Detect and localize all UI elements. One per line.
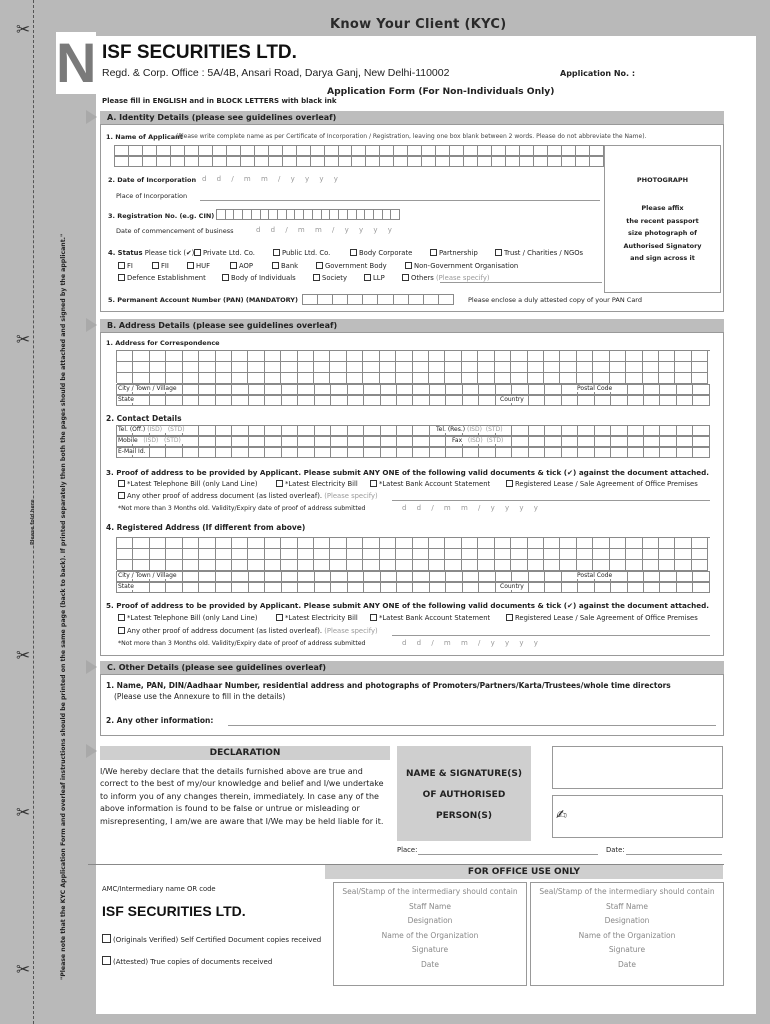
stamp-line: Name of the Organization [578, 930, 676, 940]
proof-label: 3. Proof of address to be provided by Applicant. Please submit ANY ONE of the following valid documents & tick (✔) against the document attached. [106, 468, 709, 477]
city-boxes[interactable] [116, 384, 710, 395]
status-trust[interactable]: Trust / Charities / NGOs [495, 249, 583, 257]
proof5-electricity[interactable]: *Latest Electricity Bill [276, 614, 358, 622]
section-arrow-icon [86, 660, 97, 674]
scissors-icon: ✂ [16, 20, 31, 40]
reg-state-boxes[interactable] [116, 582, 710, 593]
name-boxes-row1[interactable] [114, 145, 604, 156]
photo-line: size photograph of [628, 229, 697, 237]
commencement-label: Date of commencement of business [116, 227, 234, 235]
proof5-telephone[interactable]: *Latest Telephone Bill (only Land Line) [118, 614, 257, 622]
attested-copies[interactable]: (Attested) True copies of documents received [102, 956, 272, 966]
stamp-box-1 [333, 882, 527, 986]
tel-res-label: Tel. (Res.) (ISD) (STD) [436, 426, 503, 433]
pan-boxes[interactable] [302, 294, 454, 305]
proof5-other-field[interactable] [392, 635, 710, 636]
status-body-corporate[interactable]: Body Corporate [350, 249, 412, 257]
stamp-line: Designation [604, 916, 650, 925]
stamp-line: Seal/Stamp of the intermediary should contain [539, 887, 715, 896]
proof-lease[interactable]: Registered Lease / Sale Agreement of Office Premises [506, 480, 698, 488]
photo-title: PHOTOGRAPH [636, 176, 689, 184]
photo-line: the recent passport [626, 216, 699, 225]
office-company: ISF SECURITIES LTD. [102, 903, 246, 919]
pen-icon: ✍ [556, 808, 567, 823]
validity5-date-field[interactable]: d d / m m / y y y y [402, 639, 542, 647]
other-info-field[interactable] [228, 725, 716, 726]
mobile-label: Mobile (ISD) (STD) [118, 437, 181, 444]
contact-label: 2. Contact Details [106, 414, 182, 423]
commencement-date-field[interactable]: d d / m m / y y y y [256, 226, 396, 234]
email-row[interactable] [116, 447, 710, 458]
signature-label-box [397, 746, 531, 841]
status-fii[interactable]: FII [152, 262, 169, 270]
stamp-line: Signature [608, 945, 646, 954]
place-sign-field[interactable] [418, 854, 598, 855]
company-name: ISF SECURITIES LTD. [102, 42, 297, 63]
proof-other[interactable]: Any other proof of address document (as listed overleaf). (Please specify) [118, 492, 378, 500]
status-boi[interactable]: Body of Individuals [222, 274, 296, 282]
section-arrow-icon [86, 110, 97, 124]
place-sign-label: Place: [397, 846, 418, 854]
proof-telephone[interactable]: *Latest Telephone Bill (only Land Line) [118, 480, 257, 488]
status-ngo[interactable]: Non-Government Organisation [405, 262, 518, 270]
side-note: "Please note that the KYC Application Form and overleaf instructions should be printed on the same page (back to back). If printed separately then both the pages should be attached and signed by the applicant." [60, 233, 67, 980]
postal-label: Postal Code [577, 385, 613, 392]
form-title: Application Form (For Non-Individuals Only) [327, 86, 555, 97]
validity-date-field[interactable]: d d / m m / y y y y [402, 504, 542, 512]
stamp-line: Date [618, 959, 636, 969]
pan-label: 5. Permanent Account Number (PAN) (MANDATORY) [108, 296, 298, 304]
email-label: E-Mail Id. [118, 448, 146, 455]
signature-label-line: NAME & SIGNATURE(S) [406, 769, 522, 779]
mobile-row[interactable] [116, 436, 710, 447]
stamp-line: Staff Name [409, 901, 451, 911]
photo-line: Please affix [641, 204, 684, 212]
section-arrow-icon [86, 744, 97, 758]
reg-country-label: Country [500, 583, 524, 590]
proof-other-field[interactable] [392, 500, 710, 501]
section-arrow-icon [86, 318, 97, 332]
status-partnership[interactable]: Partnership [430, 249, 478, 257]
corr-address-label: 1. Address for Correspondence [106, 339, 220, 347]
declaration-title: DECLARATION [100, 746, 390, 760]
fold-note: Please fold here [30, 499, 36, 545]
stamp-line: Name of the Organization [381, 930, 479, 940]
stamp-line: Seal/Stamp of the intermediary should contain [342, 887, 518, 896]
stamp-line: Staff Name [606, 901, 648, 911]
stamp-line: Date [421, 959, 439, 969]
state-boxes[interactable] [116, 395, 710, 406]
section-c-title: C. Other Details (please see guidelines overleaf) [100, 661, 724, 674]
proof5-bank[interactable]: *Latest Bank Account Statement [370, 614, 490, 622]
name-boxes-row2[interactable] [114, 156, 604, 167]
stamp-box-2 [530, 882, 724, 986]
photograph-box [604, 145, 721, 293]
status-public[interactable]: Public Ltd. Co. [273, 249, 330, 257]
status-fi[interactable]: FI [118, 262, 133, 270]
status-llp[interactable]: LLP [364, 274, 385, 282]
amc-label: AMC/Intermediary name OR code [102, 885, 216, 893]
status-others[interactable]: Others (Please specify) [402, 274, 490, 282]
signature-label-line: PERSON(S) [435, 811, 493, 821]
signature-box-2[interactable] [552, 795, 723, 838]
photo-line: Authorised Signatory [623, 241, 702, 250]
scissors-icon: ✂ [16, 803, 31, 823]
status-govt-body[interactable]: Government Body [316, 262, 387, 270]
reg-postal-label: Postal Code [577, 572, 613, 579]
proof-electricity[interactable]: *Latest Electricity Bill [276, 480, 358, 488]
application-no-label: Application No. : [560, 69, 636, 78]
form-letter: N [56, 31, 97, 94]
doi-date-field[interactable]: d d / m m / y y y y [202, 175, 342, 183]
proof-bank[interactable]: *Latest Bank Account Statement [370, 480, 490, 488]
country-label: Country [500, 396, 524, 403]
reg-city-boxes[interactable] [116, 571, 710, 582]
city-label: City / Town / Village [118, 385, 177, 392]
reg-address-label: 4. Registered Address (If different from above) [106, 523, 306, 532]
tel-off-label: Tel. (Off.) (ISD) (STD) [118, 426, 185, 433]
scissors-icon: ✂ [16, 330, 31, 350]
declaration-text: I/We hereby declare that the details furnished above are true and correct to the best of my/our knowledge and belief and I/we undertake to inform you of any changes therein, immediately. In case any of the above information is found to be false or untrue or misleading or misrepresenting, I am/we are aware that I/We may be held liable for it. [100, 767, 384, 826]
doi-label: 2. Date of Incorporation [108, 176, 197, 184]
tel-row[interactable] [116, 425, 710, 436]
photo-line: and sign across it [630, 254, 695, 262]
annexure-note: (Please use the Annexure to fill in the details) [114, 692, 286, 701]
proof5-label: 5. Proof of address to be provided by Applicant. Please submit ANY ONE of the following valid documents & tick (✔) against the document attached. [106, 601, 709, 610]
status-tick-note: Please tick (✔) [144, 249, 195, 257]
validity5-note: *Not more than 3 Months old. Validity/Expiry date of proof of address submitted [118, 640, 366, 647]
proof5-lease[interactable]: Registered Lease / Sale Agreement of Office Premises [506, 614, 698, 622]
status-aop[interactable]: AOP [230, 262, 253, 270]
scissors-icon: ✂ [16, 646, 31, 666]
date-sign-label: Date: [606, 846, 625, 854]
office-use-title: FOR OFFICE USE ONLY [325, 865, 723, 879]
state-label: State [118, 396, 134, 403]
proof5-other[interactable]: Any other proof of address document (as listed overleaf). (Please specify) [118, 627, 378, 635]
stamp-line: Signature [411, 945, 449, 954]
place-field[interactable] [200, 200, 600, 201]
reg-address-boxes[interactable] [116, 537, 710, 570]
fill-note: Please fill in ENGLISH and in BLOCK LETTERS with black ink [102, 97, 337, 105]
signature-box-1[interactable] [552, 746, 723, 789]
company-address: Regd. & Corp. Office : 5A/4B, Ansari Road, Darya Ganj, New Delhi-110002 [102, 67, 450, 79]
reg-state-label: State [118, 583, 134, 590]
other-details-item1: 1. Name, PAN, DIN/Aadhaar Number, residential address and photographs of Promoters/Partners/Karta/Trustees/whole time directors [106, 681, 671, 690]
status-bank[interactable]: Bank [272, 262, 298, 270]
kyc-title: Know Your Client (KYC) [330, 17, 507, 32]
place-label: Place of Incorporation [116, 192, 188, 200]
validity-note: *Not more than 3 Months old. Validity/Expiry date of proof of address submitted [118, 505, 366, 512]
fax-label: Fax (ISD) (STD) [452, 437, 504, 444]
originals-verified[interactable]: (Originals Verified) Self Certified Document copies received [102, 934, 321, 944]
section-b-title: B. Address Details (please see guidelines overleaf) [100, 319, 724, 332]
status-society[interactable]: Society [313, 274, 347, 282]
status-huf[interactable]: HUF [187, 262, 210, 270]
name-hint: (Please write complete name as per Certificate of Incorporation / Registration, leaving one box blank between 2 words. Please do not abbreviate the Name). [176, 133, 647, 140]
status-defence[interactable]: Defence Establishment [118, 274, 206, 282]
scissors-icon: ✂ [16, 960, 31, 980]
corr-address-boxes[interactable] [116, 350, 710, 383]
name-label: 1. Name of Applicant [106, 133, 183, 141]
reg-boxes[interactable] [216, 209, 400, 220]
pan-note: Please enclose a duly attested copy of your PAN Card [468, 296, 642, 304]
stamp-line: Designation [407, 916, 453, 925]
signature-label-line: OF AUTHORISED [422, 790, 506, 800]
reg-city-label: City / Town / Village [118, 572, 177, 579]
status-label: 4. Status [108, 249, 143, 257]
others-field[interactable] [440, 282, 602, 283]
section-a-title: A. Identity Details (please see guidelines overleaf) [100, 111, 724, 124]
date-sign-field[interactable] [626, 854, 722, 855]
other-info-label: 2. Any other information: [106, 716, 214, 725]
reg-label: 3. Registration No. (e.g. CIN) [108, 212, 215, 220]
status-private[interactable]: Private Ltd. Co. [194, 249, 255, 257]
